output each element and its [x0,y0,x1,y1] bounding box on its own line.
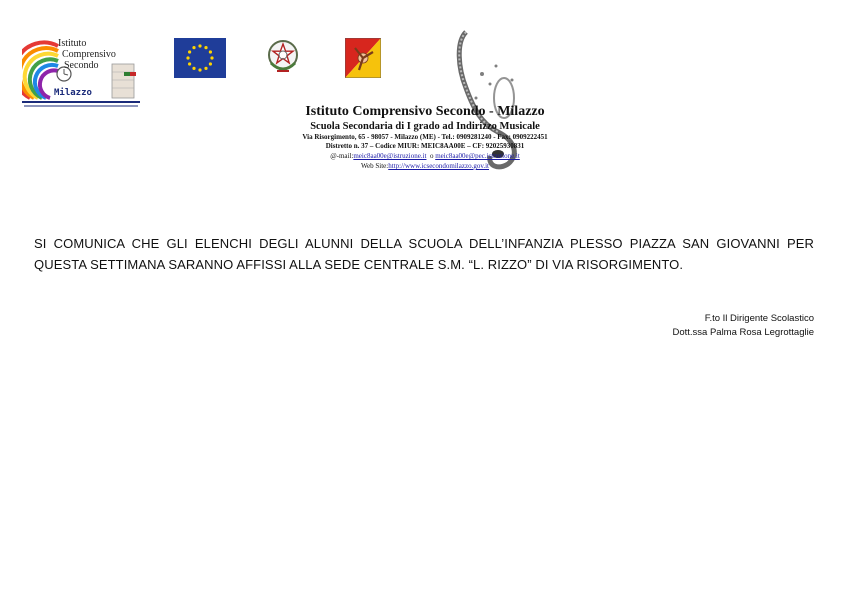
email-prefix: @-mail: [330,152,354,160]
school-logo [22,34,142,108]
italian-republic-emblem-icon [265,37,301,75]
email-separator: o [429,152,434,160]
address-line: Via Risorgimento, 65 - 98057 - Milazzo (ME) - Tel.: 0909281240 - Fax: 0909222451 [302,133,548,141]
school-name: Istituto Comprensivo Secondo - Milazzo [305,104,545,119]
web-prefix: Web Site: [360,162,389,170]
email-line [260,151,590,161]
website-link[interactable]: http://www.icsecondomilazzo.gov.it [388,162,489,170]
communication-text: SI COMUNICA CHE GLI ELENCHI DEGLI ALUNNI DELLA SCUOLA DELL’INFANZIA PLESSO PIAZZA SAN GIOVANNI PER QUESTA SETTIMANA SARANNO AFFISSI ALLA SEDE CENTRALE S.M. “L. RIZZO” DI VIA RISORGIMENTO. [34,236,814,272]
pec-link[interactable]: meic8aa00e@pec.istruzione.it [435,152,520,160]
signature-title: F.to Il Dirigente Scolastico [704,313,814,324]
district-line: Distretto n. 37 – Codice MIUR: MEIC8AA00E – CF: 92025930831 [325,142,525,150]
school-logo-line2: Comprensivo [62,49,116,60]
signature-name: Dott.ssa Palma Rosa Legrottaglie [672,327,814,338]
institution-header [260,104,590,171]
school-logo-line1: Istituto [58,38,87,49]
email-link[interactable]: meic8aa00e@istruzione.it [353,152,427,160]
school-logo-line3: Secondo [64,60,99,71]
sicily-flag-icon [345,38,381,78]
signature-block [672,312,814,340]
eu-flag-icon [174,38,226,78]
website-line [260,161,590,171]
school-subtitle: Scuola Secondaria di I grado ad Indirizzo Musicale [310,121,540,132]
school-logo-city: Milazzo [54,88,92,98]
